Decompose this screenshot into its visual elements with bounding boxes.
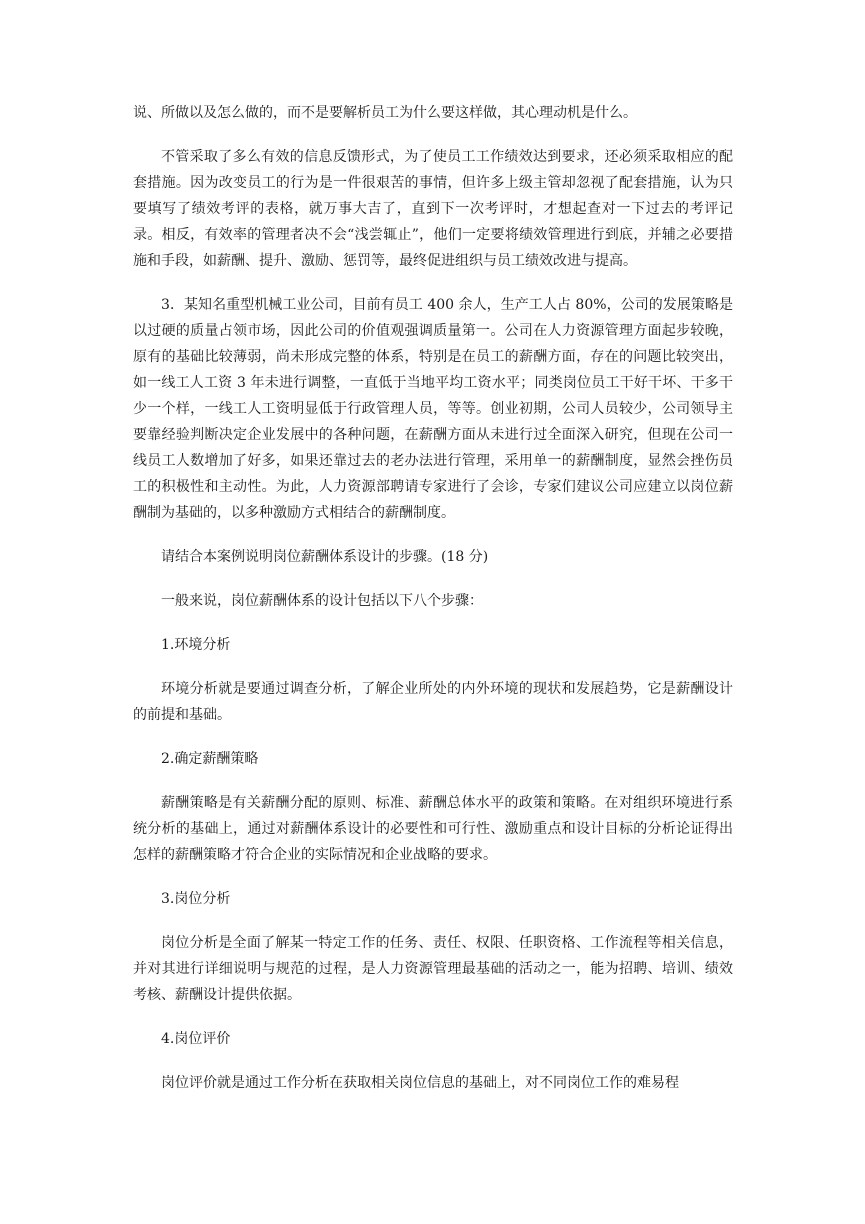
paragraph-case-3: 3．某知名重型机械工业公司，目前有员工 400 余人，生产工人占 80%，公司的发展策略是以过硬的质量占领市场，因此公司的价值观强调质量第一。公司在人力资源管理方面起步较晚，原有的基础比较薄弱，尚未形成完整的体系，特别是在员工的薪酬方面，存在的问题比较突出，如一线工人工资 3 年未进行调整，一直低于当地平均工资水平；同类岗位员工干好干坏、干多干少一个样，一线工人工资明显低于行政管理人员，等等。创业初期，公司人员较少，公司领导主要靠经验判断决定企业发展中的各种问题，在薪酬方面从未进行过全面深入研究，但现在公司一线员工人数增加了好多，如果还靠过去的老办法进行管理，采用单一的薪酬制度，显然会挫伤员工的积极性和主动性。为此，人力资源部聘请专家进行了会诊，专家们建议公司应建立以岗位薪酬制为基础的，以多种激励方式相结合的薪酬制度。: [133, 297, 733, 521]
paragraph-step-2: 薪酬策略是有关薪酬分配的原则、标准、薪酬总体水平的政策和策略。在对组织环境进行系统分析的基础上，通过对薪酬体系设计的必要性和可行性、激励重点和设计目标的分析论证得出怎样的薪酬策略才符合企业的实际情况和企业战略的要求。: [133, 795, 733, 863]
paragraph-continuation: 说、所做以及怎么做的，而不是要解析员工为什么要这样做，其心理动机是什么。: [133, 105, 637, 121]
heading-step-2: 2.确定薪酬策略: [161, 751, 259, 767]
paragraph-step-1: 环境分析就是要通过调查分析，了解企业所处的内外环境的现状和发展趋势，它是薪酬设计的前提和基础。: [133, 681, 733, 723]
paragraph-question: 请结合本案例说明岗位薪酬体系设计的步骤。(18 分): [161, 549, 489, 565]
heading-step-3: 3.岗位分析: [161, 891, 231, 907]
heading-step-4: 4.岗位评价: [161, 1031, 231, 1047]
paragraph-step-4: 岗位评价就是通过工作分析在获取相关岗位信息的基础上，对不同岗位工作的难易程: [161, 1075, 679, 1091]
paragraph-step-3: 岗位分析是全面了解某一特定工作的任务、责任、权限、任职资格、工作流程等相关信息，并对其进行详细说明与规范的过程，是人力资源管理最基础的活动之一，能为招聘、培训、绩效考核、薪酬设计提供依据。: [133, 935, 733, 1003]
heading-step-1: 1.环境分析: [161, 637, 231, 653]
document-body: [133, 100, 733, 1114]
paragraph-answer-intro: 一般来说，岗位薪酬体系的设计包括以下八个步骤：: [161, 593, 483, 609]
paragraph-feedback-measures: 不管采取了多么有效的信息反馈形式，为了使员工工作绩效达到要求，还必须采取相应的配套措施。因为改变员工的行为是一件很艰苦的事情，但许多上级主管却忽视了配套措施，认为只要填写了绩效考评的表格，就万事大吉了，直到下一次考评时，才想起查对一下过去的考评记录。相反，有效率的管理者决不会“浅尝辄止”，他们一定要将绩效管理进行到底，并辅之必要措施和手段，如薪酬、提升、激励、惩罚等，最终促进组织与员工绩效改进与提高。: [133, 149, 733, 269]
